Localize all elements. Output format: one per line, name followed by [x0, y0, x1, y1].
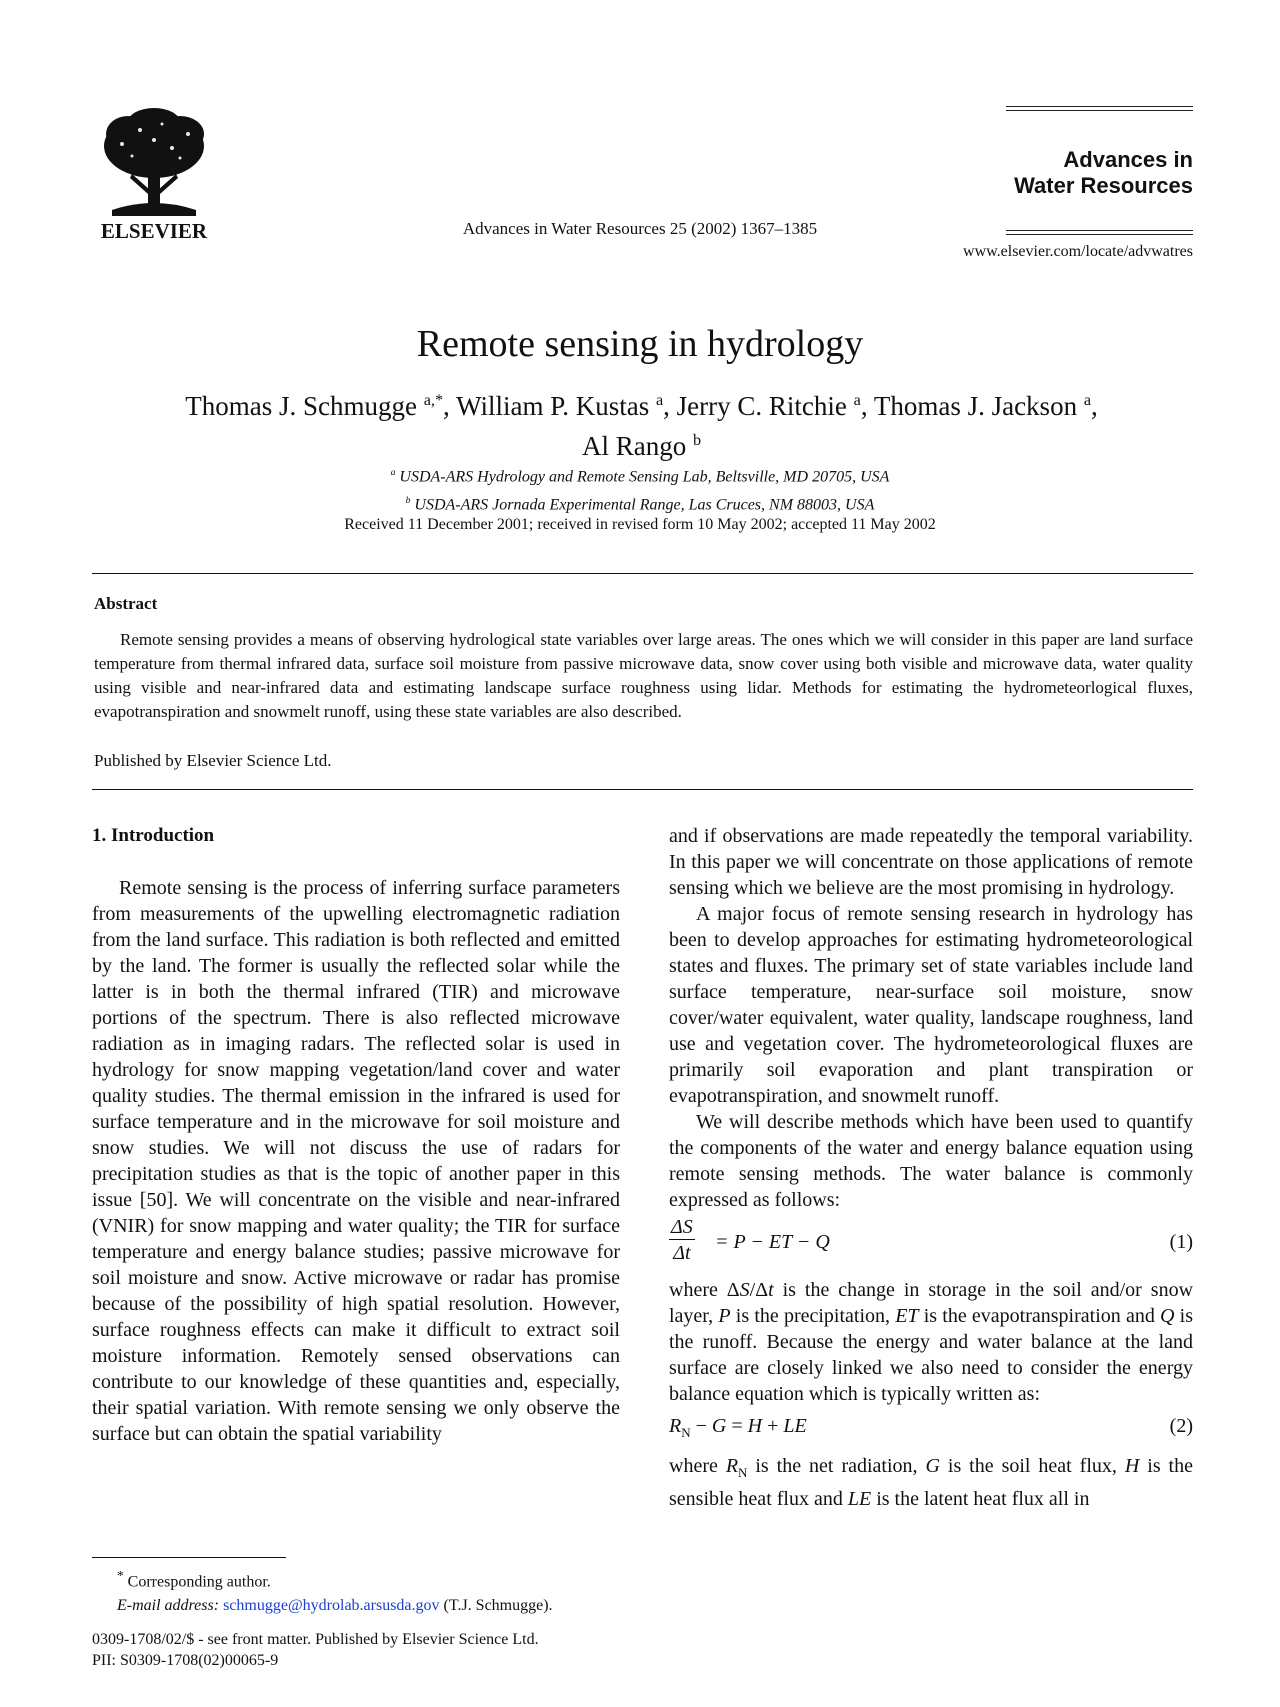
- publisher-wordmark: ELSEVIER: [100, 219, 208, 242]
- journal-citation: Advances in Water Resources 25 (2002) 1367–1385: [462, 219, 818, 238]
- affiliations: [0, 461, 1280, 518]
- paragraph: where $R_N$ is the net radiation, G is the soil heat flux, H is the sensible heat flux and LE is the latent heat flux all in: [669, 1455, 1193, 1510]
- copyright-block: [92, 1629, 539, 1671]
- brand-rule-bottom: [1006, 230, 1193, 231]
- email-label: E-mail address:: [117, 1597, 220, 1615]
- affiliation-text: USDA-ARS Jornada Experimental Range, Las Cruces, NM 88003, USA: [414, 496, 875, 514]
- section-heading: 1. Introduction: [92, 825, 215, 846]
- paper-title: Remote sensing in hydrology: [416, 323, 864, 365]
- paragraph: Remote sensing is the process of inferring surface parameters from measurements of the upwelling electromagnetic radiation from the land surface. This radiation is both reflected and emitted by the land. The former is usually the reflected solar while the latter is in both the thermal infrared (TIR) and microwave portions of the spectrum. There is also reflected microwave radiation as in imaging radars. The reflected solar is used in hydrology for snow mapping vegetation/land cover and water quality studies. The thermal emission in the infrared is used for surface temperature and in the microwave for soil moisture and snow studies. We will not discuss the use of radars for precipitation studies as that is the topic of another paper in this issue [50]. We will concentrate on the visible and near-infrared (VNIR) for snow mapping and water quality; the TIR for surface temperature and energy balance studies; passive microwave for soil moisture and snow. Active microwave or radar has promise because of the possibility of high spatial resolution. However, surface roughness effects can make it difficult to extract soil moisture information. Remotely sensed observations can contribute to our knowledge of these quantities and, especially, their spatial variation. With remote sensing we only observe the surface but can obtain the spatial variability: [92, 877, 620, 1445]
- equation-rhs: = P − ET − Q: [715, 1231, 830, 1253]
- footnote-rule: [92, 1557, 286, 1558]
- brand-rule-top-2: [1006, 110, 1193, 111]
- paragraph: We will describe methods which have been used to quantify the components of the water and energy balance equation using remote sensing methods. The water balance is commonly expressed as follows:: [669, 1111, 1193, 1211]
- paragraph: A major focus of remote sensing research in hydrology has been to develop approaches for estimating hydrometeorological states and fluxes. The primary set of state variables include land surface temperature, near-surface soil moisture, snow cover/water equivalent, water quality, landscape roughness, land use and vegetation cover. The hydrometeorological fluxes are primarily soil evaporation and plant transpiration or evapotranspiration, and snowmelt runoff.: [669, 903, 1193, 1107]
- author: Jerry C. Ritchie: [676, 391, 847, 421]
- abstract-body: Remote sensing provides a means of observing hydrological state variables over large areas. The ones which we will consider in this paper are land surface temperature from thermal infrared data, surface soil moisture from passive microwave data, snow cover using both visible and microwave data, water quality using visible and near-infrared data and estimating landscape surface roughness using lidar. Methods for estimating the hydrometeorlogical fluxes, evapotranspiration and snowmelt runoff, using these state variables are also described.: [94, 630, 1193, 721]
- author: Thomas J. Schmugge: [185, 391, 417, 421]
- author-sup: a: [1083, 391, 1092, 409]
- pii-line: PII: S0309-1708(02)00065-9: [92, 1652, 279, 1669]
- author-sup: a: [655, 391, 664, 409]
- affiliation: [0, 461, 1280, 489]
- author: Thomas J. Jackson: [873, 391, 1078, 421]
- author: Al Rango: [581, 431, 687, 461]
- journal-brand-line-1: Advances in: [1063, 147, 1193, 172]
- abstract-rule-bottom: [92, 789, 1193, 790]
- abstract-rule-top: [92, 573, 1193, 574]
- author-list: Thomas J. Schmugge $^{a,*}$, William P. Kustas $^a$, Jerry C. Ritchie $^a$, Thomas J. Jackson $^a$, Al Rango $^b$: [185, 391, 1098, 461]
- issn-line: 0309-1708/02/$ - see front matter. Published by Elsevier Science Ltd.: [92, 1631, 539, 1648]
- affiliation-mark: a: [390, 467, 396, 478]
- equation-2: [669, 1413, 1193, 1441]
- author-sup: a: [853, 391, 861, 409]
- author: William P. Kustas: [456, 391, 650, 421]
- footnote: * Corresponding author. E-mail address: schmugge@hydrolab.arsusda.gov (T.J. Schmugge).: [117, 1568, 553, 1615]
- author-sup: b: [692, 431, 702, 449]
- left-column: [92, 823, 620, 1447]
- author-sup: a,*: [423, 391, 444, 409]
- abstract-heading: Abstract: [94, 594, 158, 613]
- equation-body: $R_N - G = H$ + LE: [669, 1415, 807, 1440]
- affiliation-text: USDA-ARS Hydrology and Remote Sensing Lab, Beltsville, MD 20705, USA: [399, 468, 890, 486]
- journal-brand-line-2: Water Resources: [1014, 173, 1193, 198]
- affiliation: [0, 489, 1280, 517]
- journal-brand-title: [1006, 147, 1193, 199]
- equation-1: [669, 1215, 1193, 1271]
- affiliation-mark: b: [405, 495, 411, 507]
- brand-rule-bottom-2: [1006, 234, 1193, 235]
- journal-url[interactable]: www.elsevier.com/locate/advwatres: [963, 243, 1193, 260]
- paragraph: and if observations are made repeatedly the temporal variability. In this paper we will concentrate on those applications of remote sensing which we believe are the most promising in hydrology.: [669, 825, 1193, 899]
- equation-number: (1): [1169, 1231, 1193, 1253]
- abstract-published: Published by Elsevier Science Ltd.: [94, 751, 332, 770]
- brand-rule-top: [1006, 106, 1193, 107]
- equation-fraction: $\frac{\Delta S}{\Delta t}$: [671, 1216, 693, 1264]
- email-link[interactable]: schmugge@hydrolab.arsusda.gov: [223, 1597, 440, 1615]
- email-owner: (T.J. Schmugge).: [443, 1597, 553, 1615]
- paragraph: where ΔS/Δt is the change in storage in the soil and/or snow layer, P is the precipitation, ET is the evapotranspiration and Q is the runoff. Because the energy and water balance at the land surface are closely linked we also need to consider the energy balance equation which is typically written as:: [669, 1279, 1194, 1405]
- footnote-corresponding: Corresponding author.: [127, 1573, 271, 1591]
- equation-number: (2): [1169, 1415, 1193, 1437]
- received-dates: Received 11 December 2001; received in revised form 10 May 2002; accepted 11 May 2002: [344, 516, 936, 533]
- right-column: [669, 823, 1193, 1512]
